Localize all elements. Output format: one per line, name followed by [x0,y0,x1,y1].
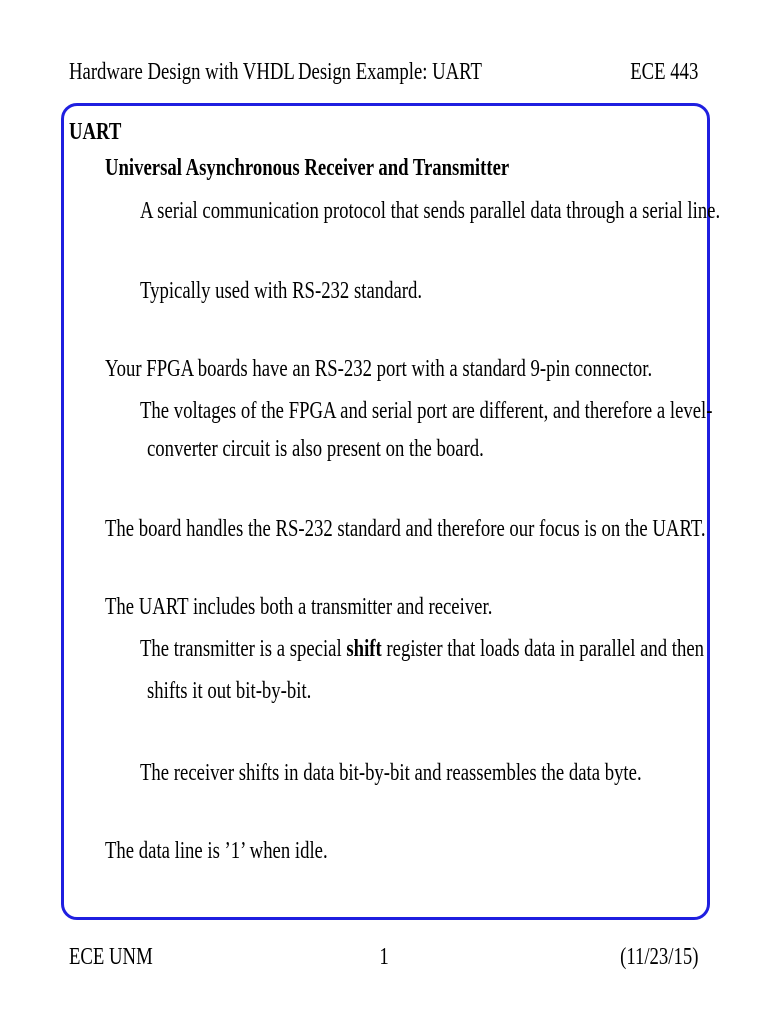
page-header [0,57,768,87]
paragraph-line: Your FPGA boards have an RS-232 port with a standard 9-pin connector. [105,356,653,382]
paragraph-text: register that loads data in parallel and then [381,636,705,662]
paragraph-line: The receiver shifts in data bit-by-bit and reassembles the data byte. [140,760,642,786]
paragraph-line: The voltages of the FPGA and serial port are different, and therefore a level- [140,398,713,424]
paragraph-line: Typically used with RS-232 standard. [140,278,423,304]
slide-title: UART [69,119,122,145]
page-footer [0,942,768,972]
paragraph-line [140,634,704,664]
paragraph-line: converter circuit is also present on the board. [147,436,484,462]
slide-subtitle: Universal Asynchronous Receiver and Transmitter [105,155,510,181]
header-course-title: Hardware Design with VHDL [69,59,295,85]
paragraph-line: The UART includes both a transmitter and receiver. [105,594,493,620]
paragraph-line: The data line is ’1’ when idle. [105,838,328,864]
emphasis-text: shift [346,636,382,662]
footer-institution: ECE UNM [69,944,153,970]
header-course-code: ECE 443 [629,59,698,85]
paragraph-line: The board handles the RS-232 standard and therefore our focus is on the UART. [105,516,706,542]
paragraph-text: The transmitter is a special [140,636,347,662]
footer-date: (11/23/15) [619,944,698,970]
paragraph-line: shifts it out bit-by-bit. [147,678,312,704]
header-topic: Design Example: UART [298,59,482,85]
page-number: 1 [379,944,389,970]
paragraph-line: A serial communication protocol that sends parallel data through a serial line. [140,198,721,224]
